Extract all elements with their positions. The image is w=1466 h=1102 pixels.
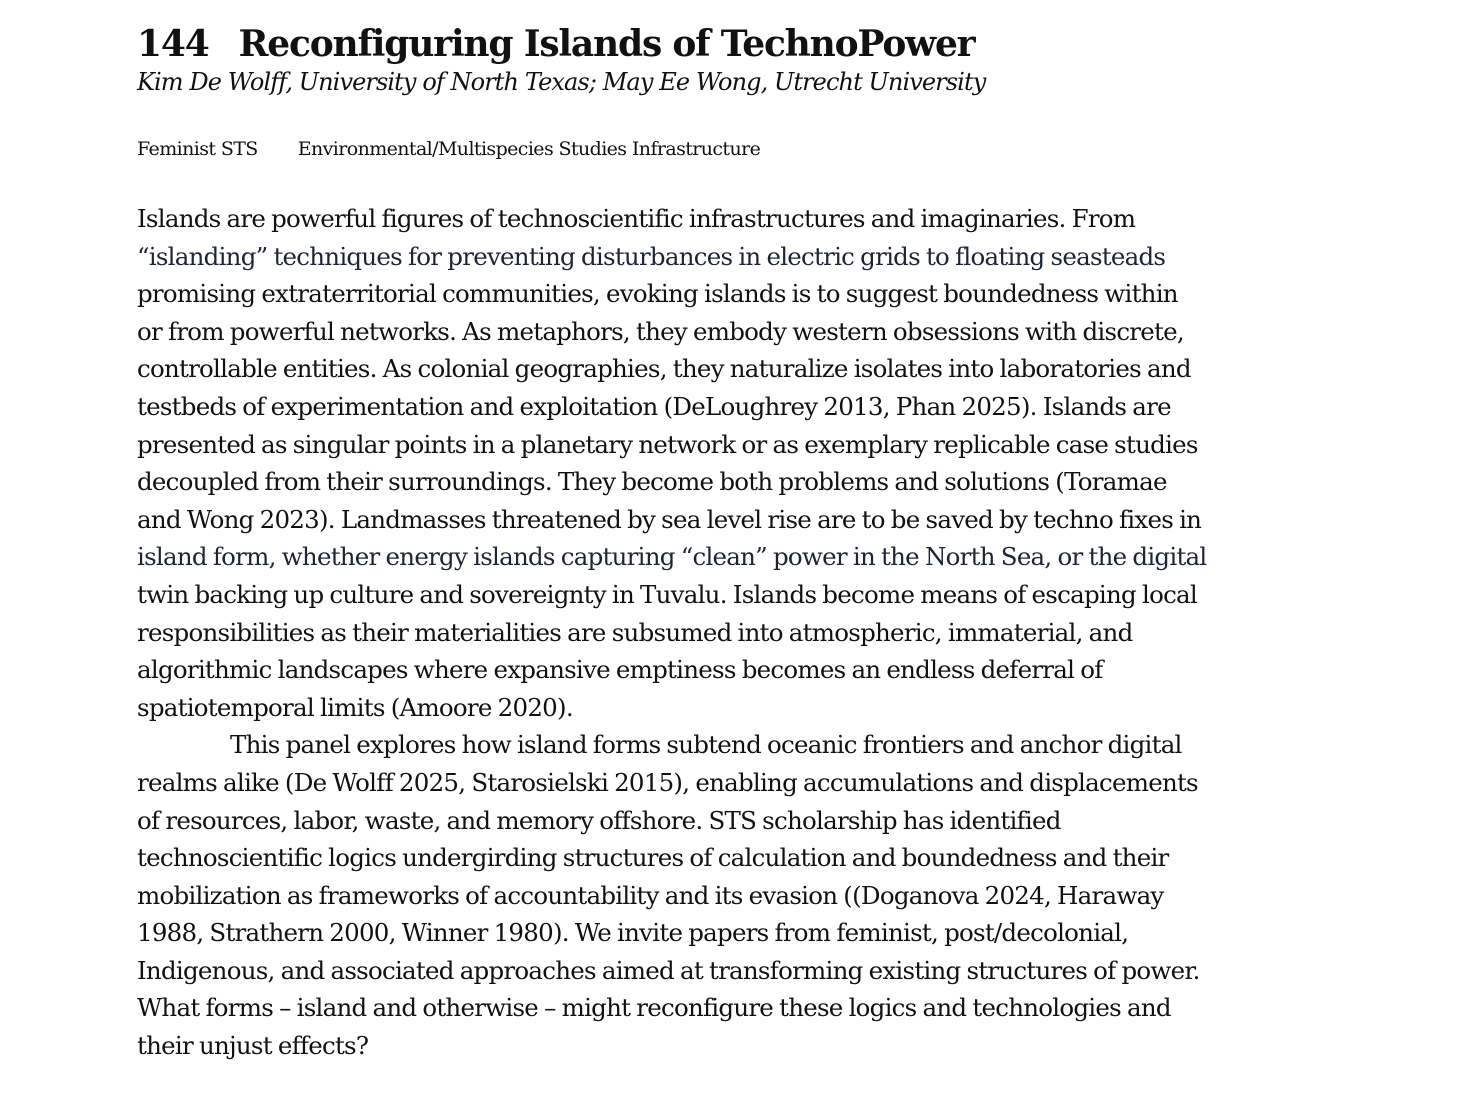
panel-authors: Kim De Wolff, University of North Texas; May Ee Wong, Utrecht University bbox=[137, 68, 986, 96]
panel-page bbox=[137, 20, 1337, 1065]
text-line: decoupled from their surroundings. They become both problems and solutions (Toramae bbox=[137, 467, 1167, 497]
tag-feminist-sts: Feminist STS bbox=[137, 138, 258, 160]
text-line: technoscientific logics undergirding structures of calculation and boundedness and their bbox=[137, 843, 1169, 873]
text-line: mobilization as frameworks of accountability and its evasion ((Doganova 2024, Haraway bbox=[137, 880, 1164, 910]
abstract-paragraph-1 bbox=[137, 200, 1337, 726]
abstract-paragraph-2 bbox=[137, 726, 1337, 1064]
text-line: This panel explores how island forms subtend oceanic frontiers and anchor digital bbox=[230, 730, 1182, 760]
text-line: “islanding” techniques for preventing disturbances in electric grids to floating seasteads bbox=[137, 241, 1166, 271]
text-line: of resources, labor, waste, and memory offshore. STS scholarship has identified bbox=[137, 805, 1061, 835]
text-line: spatiotemporal limits (Amoore 2020). bbox=[137, 692, 573, 722]
text-line: their unjust effects? bbox=[137, 1031, 369, 1061]
text-line: responsibilities as their materialities are subsumed into atmospheric, immaterial, and bbox=[137, 617, 1133, 647]
text-line: promising extraterritorial communities, evoking islands is to suggest boundedness within bbox=[137, 279, 1178, 309]
text-line: algorithmic landscapes where expansive emptiness becomes an endless deferral of bbox=[137, 655, 1103, 685]
text-line: testbeds of experimentation and exploitation (DeLoughrey 2013, Phan 2025). Islands are bbox=[137, 391, 1171, 421]
text-line: presented as singular points in a planetary network or as exemplary replicable case studies bbox=[137, 429, 1198, 459]
tag-environmental-infrastructure: Environmental/Multispecies Studies Infrastructure bbox=[297, 138, 761, 160]
text-line: twin backing up culture and sovereignty in Tuvalu. Islands become means of escaping local bbox=[137, 579, 1197, 609]
text-line: 1988, Strathern 2000, Winner 1980). We invite papers from feminist, post/decolonial, bbox=[137, 918, 1129, 948]
text-line: controllable entities. As colonial geographies, they naturalize isolates into laboratories and bbox=[137, 354, 1191, 384]
panel-heading bbox=[137, 20, 1337, 68]
text-line: island form, whether energy islands capturing “clean” power in the North Sea, or the digital bbox=[137, 542, 1207, 572]
panel-tags bbox=[137, 136, 1337, 162]
text-line: Islands are powerful figures of technoscientific infrastructures and imaginaries. From bbox=[137, 204, 1136, 233]
text-line: and Wong 2023). Landmasses threatened by sea level rise are to be saved by techno fixes in bbox=[137, 504, 1202, 534]
text-line: realms alike (De Wolff 2025, Starosielski 2015), enabling accumulations and displacements bbox=[137, 767, 1198, 797]
panel-title: Reconfiguring Islands of TechnoPower bbox=[238, 23, 975, 65]
text-line: Indigenous, and associated approaches aimed at transforming existing structures of power. bbox=[137, 955, 1200, 985]
panel-number: 144 bbox=[137, 23, 209, 65]
panel-abstract bbox=[137, 200, 1337, 1065]
text-line: or from powerful networks. As metaphors, they embody western obsessions with discrete, bbox=[137, 316, 1184, 346]
text-line: What forms – island and otherwise – might reconfigure these logics and technologies and bbox=[137, 993, 1171, 1023]
